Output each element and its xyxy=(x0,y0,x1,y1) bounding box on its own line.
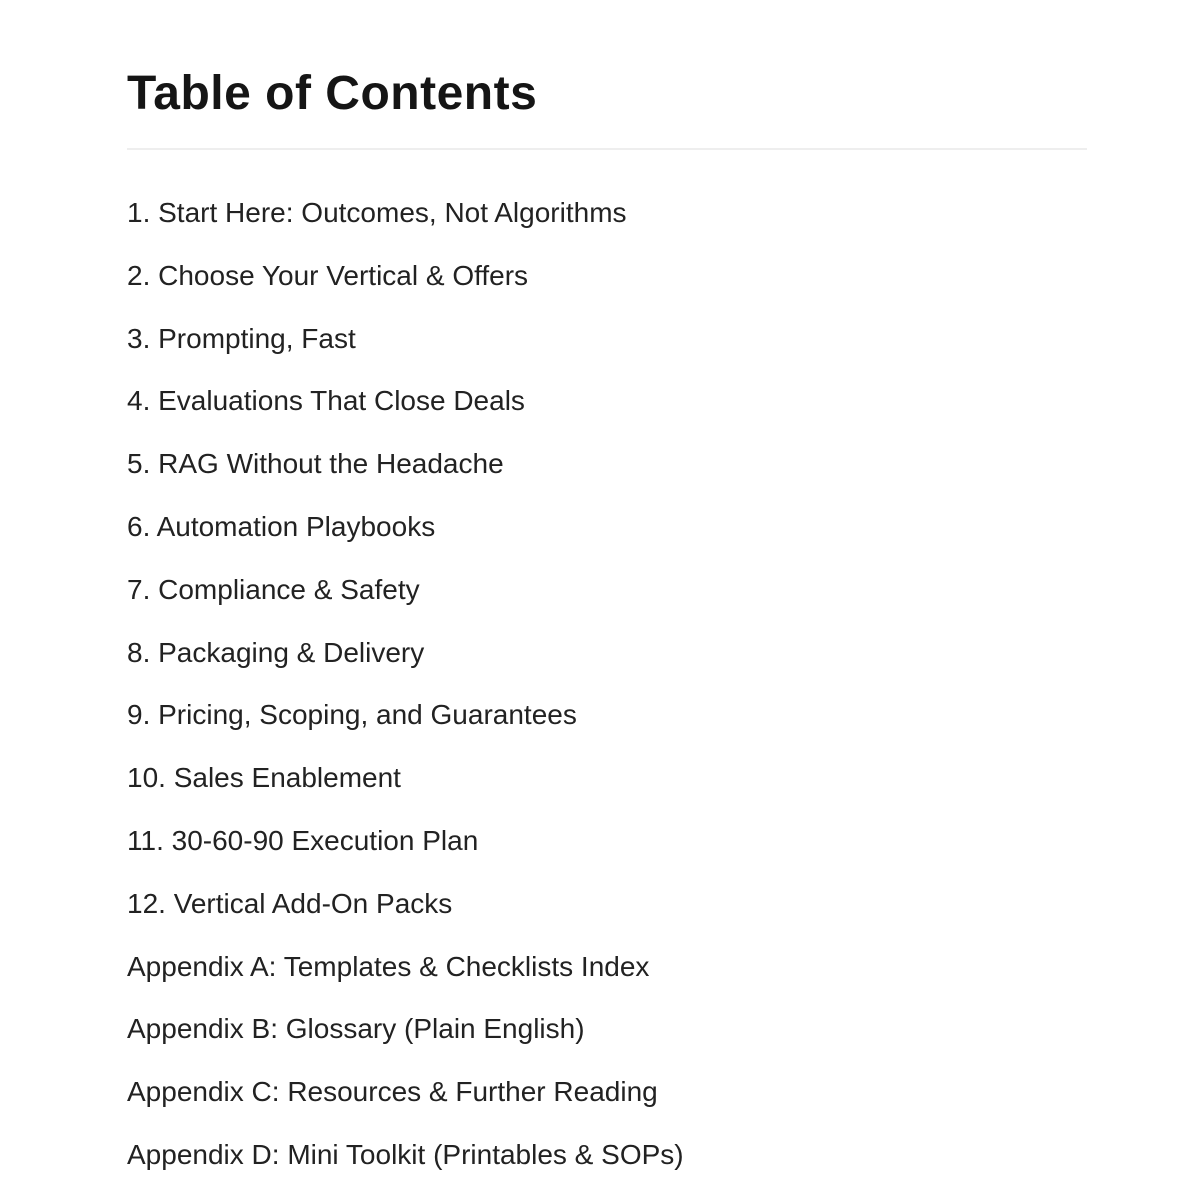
toc-item[interactable]: 1. Start Here: Outcomes, Not Algorithms xyxy=(127,197,627,228)
toc-item[interactable]: 11. 30-60-90 Execution Plan xyxy=(127,824,479,856)
toc-item[interactable]: 6. Automation Playbooks xyxy=(127,510,436,542)
toc-item[interactable]: Appendix B: Glossary (Plain English) xyxy=(127,1013,585,1045)
toc-item[interactable]: 2. Choose Your Vertical & Offers xyxy=(127,259,529,291)
toc-item[interactable]: Appendix C: Resources & Further Reading xyxy=(127,1076,658,1108)
toc-item[interactable]: 3. Prompting, Fast xyxy=(127,322,356,354)
toc-item[interactable]: 12. Vertical Add-On Packs xyxy=(127,887,453,919)
toc-item[interactable]: 5. RAG Without the Headache xyxy=(127,448,504,480)
toc-item[interactable]: 10. Sales Enablement xyxy=(127,762,401,794)
toc-item[interactable]: 7. Compliance & Safety xyxy=(127,573,420,605)
toc-item[interactable]: 4. Evaluations That Close Deals xyxy=(127,385,525,417)
toc-item[interactable]: Appendix A: Templates & Checklists Index xyxy=(127,950,650,982)
title-divider xyxy=(127,148,1087,150)
toc-item[interactable]: 9. Pricing, Scoping, and Guarantees xyxy=(127,699,577,731)
toc-item[interactable]: Appendix D: Mini Toolkit (Printables & SOPs) xyxy=(127,1138,684,1170)
toc-page xyxy=(127,62,1087,1187)
page-title: Table of Contents xyxy=(127,67,538,120)
toc-item[interactable]: 8. Packaging & Delivery xyxy=(127,636,425,668)
toc-list xyxy=(127,182,1087,1187)
